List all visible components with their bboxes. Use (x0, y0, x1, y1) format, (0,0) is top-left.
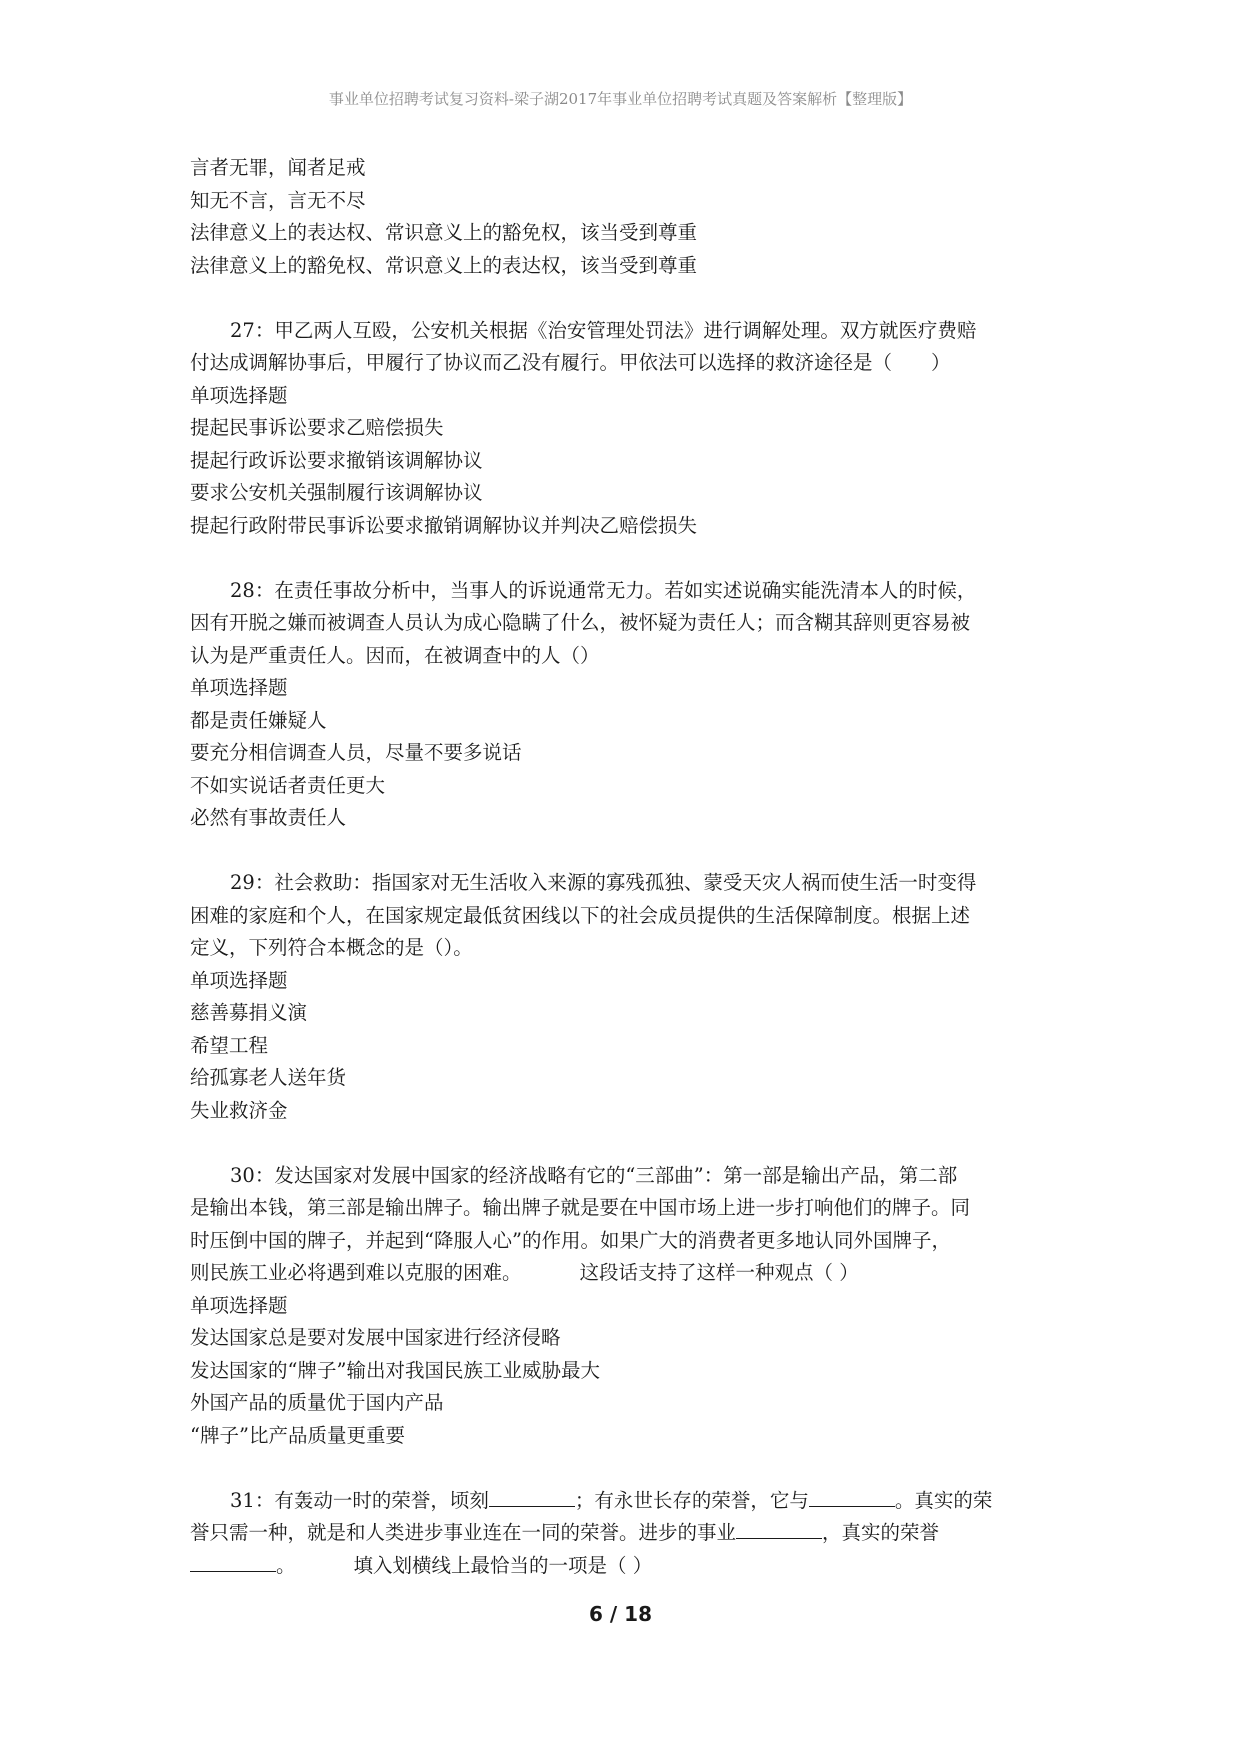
option: 希望工程 (190, 1033, 269, 1057)
document-body (190, 152, 1060, 1582)
question-27 (190, 315, 1060, 543)
question-type: 单项选择题 (190, 676, 288, 699)
option: 发达国家总是要对发展中国家进行经济侵略 (190, 1326, 561, 1349)
fill-blank (809, 1486, 895, 1507)
question-26-options (190, 152, 1060, 282)
option: 要充分相信调查人员，尽量不要多说话 (190, 741, 522, 764)
option: 给孤寡老人送年货 (190, 1066, 347, 1089)
question-text: 28：在责任事故分析中，当事人的诉说通常无力。若如实述说确实能洗清本人的时候， (230, 578, 977, 602)
option: 发达国家的“牌子”输出对我国民族工业威胁最大 (190, 1358, 600, 1382)
question-28 (190, 575, 1060, 835)
option: “牌子”比产品质量更重要 (190, 1423, 405, 1447)
question-text: 。 填入划横线上最恰当的一项是（ ） (190, 1550, 1060, 1583)
option: 要求公安机关强制履行该调解协议 (190, 481, 483, 504)
fill-blank (489, 1486, 575, 1507)
question-text: 30：发达国家对发展中国家的经济战略有它的“三部曲”：第一部是输出产品，第二部 (230, 1163, 958, 1187)
question-text: 是输出本钱，第三部是输出牌子。输出牌子就是要在中国市场上进一步打响他们的牌子。同 (190, 1196, 971, 1219)
option: 都是责任嫌疑人 (190, 708, 327, 732)
option: 言者无罪，闻者足戒 (190, 156, 366, 179)
question-text: 困难的家庭和个人，在国家规定最低贫困线以下的社会成员提供的生活保障制度。根据上述 (190, 903, 971, 927)
question-text: 时压倒中国的牌子，并起到“降服人心”的作用。如果广大的消费者更多地认同外国牌子， (190, 1228, 951, 1252)
option: 提起行政诉讼要求撤销该调解协议 (190, 448, 483, 472)
option: 法律意义上的豁免权、常识意义上的表达权，该当受到尊重 (190, 253, 698, 277)
option: 提起行政附带民事诉讼要求撤销调解协议并判决乙赔偿损失 (190, 513, 698, 537)
option: 知无不言，言无不尽 (190, 188, 366, 212)
question-text: 27：甲乙两人互殴，公安机关根据《治安管理处罚法》进行调解处理。双方就医疗费赔 (230, 318, 977, 342)
page-header: 事业单位招聘考试复习资料-梁子湖2017年事业单位招聘考试真题及答案解析【整理版】 (328, 90, 913, 108)
option: 不如实说话者责任更大 (190, 773, 386, 797)
fill-blank (736, 1519, 822, 1540)
question-30 (190, 1160, 1060, 1453)
question-text: 29：社会救助：指国家对无生活收入来源的寡残孤独、蒙受天灾人祸而使生活一时变得 (230, 871, 977, 894)
option: 法律意义上的表达权、常识意义上的豁免权，该当受到尊重 (190, 221, 698, 244)
option: 必然有事故责任人 (190, 806, 347, 829)
question-type: 单项选择题 (190, 383, 288, 407)
question-type: 单项选择题 (190, 1293, 288, 1317)
question-text: 认为是严重责任人。因而，在被调查中的人（） (190, 643, 600, 667)
question-text: 因有开脱之嫌而被调查人员认为成心隐瞒了什么，被怀疑为责任人；而含糊其辞则更容易被 (190, 611, 971, 634)
fill-blank (190, 1551, 276, 1572)
question-text: 定义，下列符合本概念的是（）。 (190, 936, 473, 959)
question-text: 31：有轰动一时的荣誉，顷刻 ；有永世长存的荣誉，它与 。真实的荣 (190, 1485, 1060, 1518)
option: 失业救济金 (190, 1098, 288, 1122)
question-text: 则民族工业必将遇到难以克服的困难。 这段话支持了这样一种观点（ ） (190, 1261, 859, 1284)
page-number: 6 / 18 (589, 1602, 652, 1626)
question-29 (190, 867, 1060, 1127)
question-type: 单项选择题 (190, 968, 288, 992)
option: 外国产品的质量优于国内产品 (190, 1391, 444, 1414)
question-text: 付达成调解协事后，甲履行了协议而乙没有履行。甲依法可以选择的救济途径是（ ） (190, 351, 951, 374)
question-text: 誉只需一种，就是和人类进步事业连在一同的荣誉。进步的事业 ，真实的荣誉 (190, 1517, 1060, 1550)
question-31 (190, 1485, 1060, 1583)
option: 提起民事诉讼要求乙赔偿损失 (190, 416, 444, 439)
option: 慈善募捐义演 (190, 1001, 308, 1024)
